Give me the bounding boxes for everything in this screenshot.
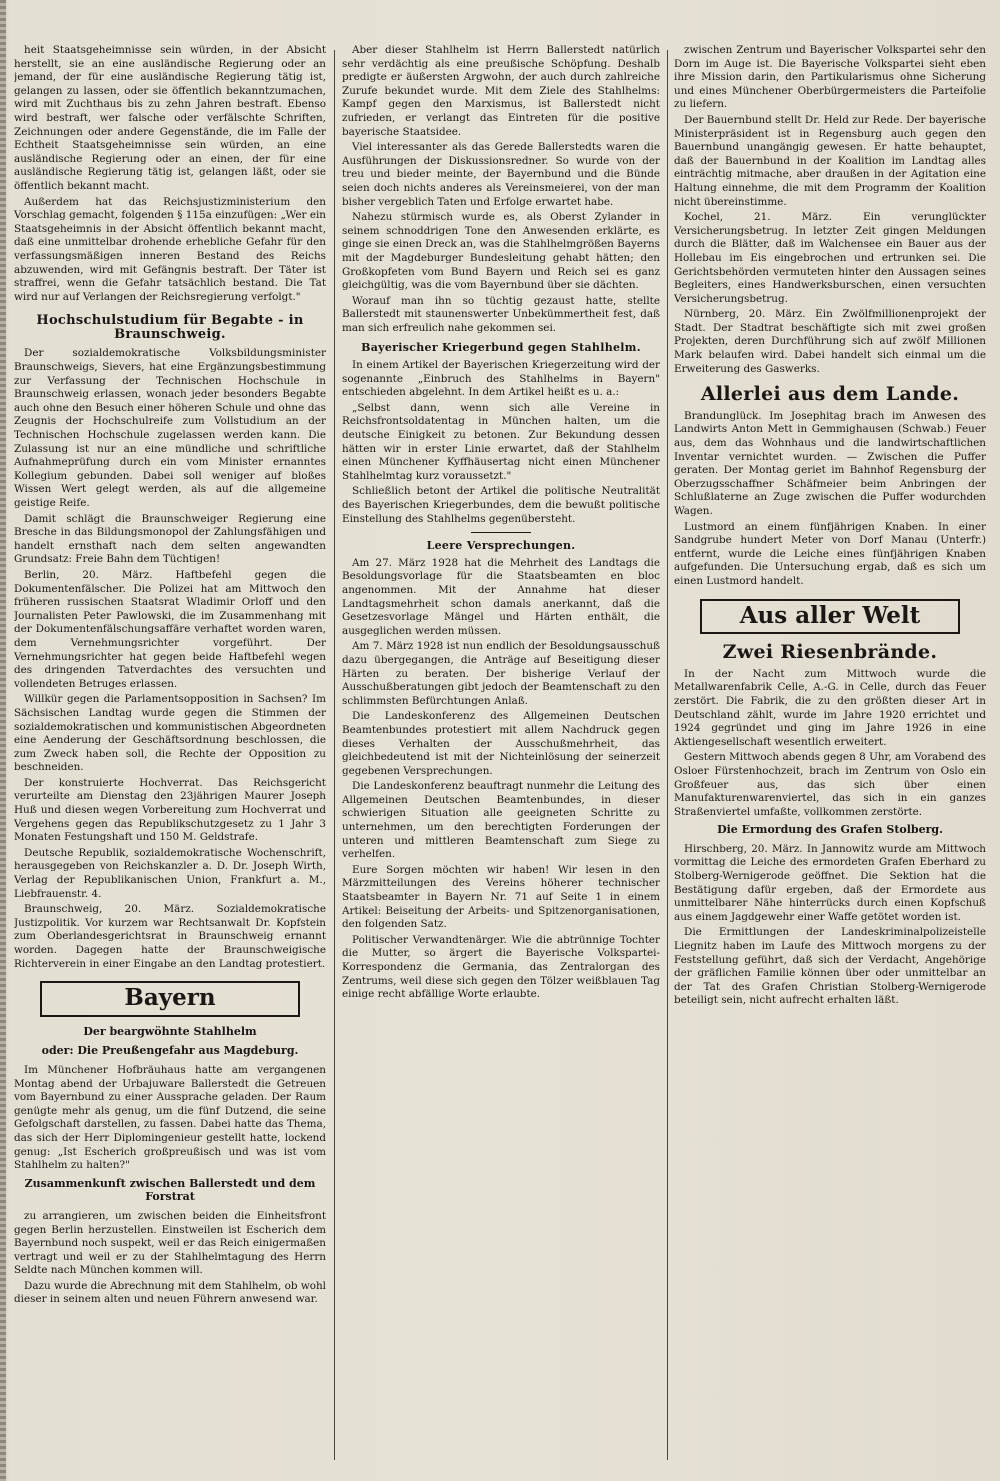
article-text: In der Nacht zum Mittwoch wurde die Metallwarenfabrik Celle, A.-G. in Celle, durch das Feuer zerstört. Die Fabrik, die zu den größten dieser Art in Deutschland zählt, wurde im Jahre 1920 errichtet und 1924 gegründet und ging im Jahre 1926 in eine Aktiengesellschaft wesentlich erweitert.: [674, 667, 986, 748]
article-text: Der sozialdemokratische Volksbildungsminister Braunschweigs, Sievers, hat eine Ergänzungsbestimmung zur Verfassung der Technischen Hochschule in Braunschweig erlassen, wonach jeder besonders Begabte auch ohne den Besuch einer höheren Schule und ohne das Zeugnis der Hochschulreife zum Vollstudium an der Technischen Hochschule zugelassen werden kann. Die Zulassung ist nur an eine mündliche und schriftliche Aufnahmeprüfung durch ein vom Minister ernanntes Kollegium gebunden. Dabei soll weniger auf bloßes Wissen Wert gelegt werden, als auf die allgemeine geistige Reife.: [14, 347, 326, 509]
news-item: Willkür gegen die Parlamentsopposition in Sachsen? Im Sächsischen Landtag wurde gegen die Stimmen der sozialdemokratischen und kommunistischen Abgeordneten eine Aenderung der Geschäftsordnung beschlossen, die zum Zweck haben soll, die Rechte der Opposition zu beschneiden.: [14, 693, 326, 774]
article-text: Worauf man ihn so tüchtig gezaust hatte, stellte Ballerstedt mit staunenswerter Unbekümmertheit fest, daß man sich erfreulich nahe gekommen sei.: [342, 294, 660, 334]
news-item: Eure Sorgen möchten wir haben! Wir lesen in den Märzmitteilungen des Vereins höherer technischer Staatsbeamter in Bayern Nr. 71 auf Seite 1 in einem Artikel: Beiseitung der Arbeits- und Spitzenorganisationen, den folgenden Satz.: [342, 863, 660, 931]
column-middle: [342, 44, 660, 1464]
section-heading-allerlei: Allerlei aus dem Lande.: [700, 383, 960, 406]
article-text: Am 27. März 1928 hat die Mehrheit des Landtags die Besoldungsvorlage für die Staatsbeamten en bloc angenommen. Mit der Annahme hat dieser Landtagsmehrheit schon damals anerkannt, daß die Gesetzesvorlage Mängel und Härten enthält, die ausgeglichen werden müssen.: [342, 556, 660, 637]
news-item: Braunschweig, 20. März. Sozialdemokratische Justizpolitik. Vor kurzem war Rechtsanwalt Dr. Kopfstein zum Oberlandesgerichtsrat in Braunschweig ernannt worden. Dagegen hatte der Braunschweigische Richterverein in einer Eingabe an den Landtag protestiert.: [14, 903, 326, 970]
article-text: In einem Artikel der Bayerischen Kriegerzeitung wird der sogenannte „Einbruch des Stahlhelms in Bayern" entschieden abgelehnt. In dem Artikel heißt es u. a.:: [342, 359, 660, 399]
news-item: Nürnberg, 20. März. Ein Zwölfmillionenprojekt der Stadt. Der Stadtrat beschäftigte sich mit zwei großen Projekten, deren Durchführung sich auf zwölf Millionen Mark belaufen wird. Dabei handelt sich einmal um die Erweiterung des Gaswerks.: [674, 308, 986, 375]
article-text: Am 7. März 1928 ist nun endlich der Besoldungsausschuß dazu übergegangen, die Anträge auf Beseitigung dieser Härten zu beraten. Der bisherige Verlauf der Ausschußberatungen gibt jedoch der Beamtenschaft zu den schlimmsten Befürchtungen Anlaß.: [342, 640, 660, 707]
column-rule-right: [667, 50, 668, 1460]
article-text: Die Landeskonferenz des Allgemeinen Deutschen Beamtenbundes protestiert mit allem Nachdruck gegen dieses Verhalten der Ausschußmehrheit, das gleichbedeutend ist mit der Nichteinlösung der seinerzeit gegebenen Versprechungen.: [342, 710, 660, 777]
article-text: Gestern Mittwoch abends gegen 8 Uhr, am Vorabend des Osloer Fürstenhochzeit, brach im Zentrum von Oslo ein Großfeuer aus, das sich über einen Manufakturenwarenviertel, das sich in ein ganzes Straßenviertel umfaßte, vollkommen zerstörte.: [674, 751, 986, 818]
article-title-stolberg: Die Ermordung des Grafen Stolberg.: [717, 823, 943, 837]
article-text: Dazu wurde die Abrechnung mit dem Stahlhelm, ob wohl dieser in seinem alten und neuen Führern anwesend war.: [14, 1279, 326, 1306]
article-title-riesenbraende: Zwei Riesenbrände.: [722, 641, 938, 664]
article-text: heit Staatsgeheimnisse sein würden, in der Absicht herstellt, sie an eine ausländische Regierung oder an jemand, der für eine ausländische Regierung tätig ist, gelangen zu lassen, oder sie öffentlich bekanntzumachen, wird mit Zuchthaus bis zu zehn Jahren bestraft. Ebenso wird bestraft, wer falsche oder verfälschte Schriften, Zeichnungen oder andere Gegenstände, die im Falle der Echtheit Staatsgeheimnisse sein würden, an eine ausländische Regierung oder an einen, der für eine ausländische Regierung tätig ist, gelangen läßt, oder sie öffentlich bekannt macht.: [14, 44, 326, 192]
news-item: Deutsche Republik, sozialdemokratische Wochenschrift, herausgegeben von Reichskanzler a. D. Dr. Joseph Wirth, Verlag der Republikanischen Union, Frankfurt a. M., Liebfrauenstr. 4.: [14, 846, 326, 900]
article-text: Viel interessanter als das Gerede Ballerstedts waren die Ausführungen der Diskussionsredner. So wurde von der treu und bieder meinte, der Bayernbund und die Bünde seien doch nichts anderes als Vereinsmeierei, von der man bisher vergeblich Taten und Erfolge erwartet habe.: [342, 141, 660, 208]
article-text: Damit schlägt die Braunschweiger Regierung eine Bresche in das Bildungsmonopol der Zahlungsfähigen und handelt ernsthaft nach dem selten angewandten Grundsatz: Freie Bahn dem Tüchtigen!: [14, 512, 326, 566]
article-text: Hirschberg, 20. März. In Jannowitz wurde am Mittwoch vormittag die Leiche des ermordeten Grafen Eberhard zu Stolberg-Wernigerode geöffnet. Die Sektion hat die Bestätigung dafür ergeben, daß der Ermordete aus unmittelbarer Nähe hinterrücks durch einen Kopfschuß aus einem Jagdgewehr einer Waffe getötet worden ist.: [674, 842, 986, 923]
section-box-bayern: Bayern: [40, 981, 300, 1017]
article-text: Schließlich betont der Artikel die politische Neutralität des Bayerischen Kriegerbundes, dem die bewußt politische Einstellung des Stahlhelms gegenübersteht.: [342, 485, 660, 525]
section-heading-hochschulstudium: Hochschulstudium für Begabte - in Braunschweig.: [36, 313, 304, 342]
column-rule-left: [334, 50, 335, 1460]
section-heading-leere-versprechungen: Leere Versprechungen.: [426, 539, 576, 553]
section-heading-kriegerbund: Bayerischer Kriegerbund gegen Stahlhelm.: [361, 341, 641, 355]
news-item: Berlin, 20. März. Haftbefehl gegen die Dokumentenfälscher. Die Polizei hat am Mittwoch den früheren russischen Staatsrat Wladimir Orloff und den Journalisten Peter Pawlowski, die im Zusammenhang mit der Dokumentenfälschungsaffäre verhaftet worden waren, dem Vernehmungsrichter vorgeführt. Der Vernehmungsrichter hat gegen beide Haftbefehl wegen des dringenden Tatverdachtes des versuchten und vollendeten Betruges erlassen.: [14, 568, 326, 690]
article-subtitle-preussengefahr: oder: Die Preußengefahr aus Magdeburg.: [41, 1044, 299, 1058]
news-item: Der Bauernbund stellt Dr. Held zur Rede. Der bayerische Ministerpräsident ist in Regensburg auch gegen den Bauernbund unangängig gewesen. Er hatte behauptet, daß der Bauernbund in der Koalition im Landtag alles einträchtig mitmache, aber draußen in der Agitation eine Haltung einnehme, die mit dem Programm der Koalition nicht übereinstimme.: [674, 113, 986, 208]
news-item: Kochel, 21. März. Ein verunglückter Versicherungsbetrug. In letzter Zeit gingen Meldungen durch die Blätter, daß im Walchensee ein Bauer aus der Hollebau im Eis eingebrochen und ertrunken sei. Die Gerichtsbehörden vermuteten hinter den Aussagen seines Begleiters, eines Handwerksburschen, einen versuchten Versicherungsbetrug.: [674, 211, 986, 305]
section-box-aus-aller-welt: Aus aller Welt: [700, 599, 960, 635]
page-binding-edge: [0, 0, 6, 1481]
article-text: Aber dieser Stahlhelm ist Herrn Ballerstedt natürlich sehr verdächtig als eine preußische Schöpfung. Deshalb predigte er äußersten Argwohn, der auch durch zahlreiche Zurufe bekundet wurde. Mit dem Ziele des Stahlhelms: Kampf gegen den Marxismus, ist Ballerstedt nicht zufrieden, er verlangt das Eintreten für die positive bayerische Staatsidee.: [342, 44, 660, 138]
news-item: Politischer Verwandtenärger. Wie die abtrünnige Tochter die Mutter, so ärgert die Bayerische Volkspartei-Korrespondenz die Germania, das Zentralorgan des Zentrums, weil diese sich gegen den Tölzer weißblauen Tag einige recht abfällige Worte erlaubte.: [342, 933, 660, 1001]
article-text: Die Ermittlungen der Landeskriminalpolizeistelle Liegnitz haben im Laufe des Mittwoch morgens zu der Feststellung geführt, daß sich der Verdacht, Angehörige der gräflichen Familie können über oder unmittelbar an der Tat des Grafen Christian Stolberg-Wernigerode beteiligt sein, nicht aufrecht erhalten läßt.: [674, 926, 986, 1007]
article-text: Nahezu stürmisch wurde es, als Oberst Zylander in seinem schnoddrigen Tone den Anwesenden erklärte, es ginge sie einen Dreck an, was die Stahlhelmgrößen Bayerns mit der Magdeburger Bundesleitung gehabt hätten; den Großkopfeten vom Bund Bayern und Reich sei es ganz gleichgültig, was die vom Bayernbund über sie dächten.: [342, 211, 660, 292]
article-text: Außerdem hat das Reichsjustizministerium den Vorschlag gemacht, folgenden § 115a einzufügen: „Wer ein Staatsgeheimnis in der Absicht öffentlich bekannt macht, daß eine unmittelbar drohende erhebliche Gefahr für den verfassungsmäßigen inneren Bestand des Reichs abzuwenden, wird mit Gefängnis bestraft. Der Täter ist straffrei, wenn die Gefahr tatsächlich bestand. Die Tat wird nur auf Verlangen der Reichsregierung verfolgt.": [14, 195, 326, 303]
news-item: Lustmord an einem fünfjährigen Knaben. In einer Sandgrube hundert Meter von Dorf Manau (Unterfr.) entfernt, wurde die Leiche eines fünfjährigen Knaben aufgefunden. Die Untersuchung ergab, daß es sich um einen Lustmord handelt.: [674, 520, 986, 587]
article-subheading-zusammenkunft: Zusammenkunft zwischen Ballerstedt und dem Forstrat: [24, 1176, 316, 1204]
column-right: [674, 44, 986, 1464]
article-text: „Selbst dann, wenn sich alle Vereine in Reichsfrontsoldatentag in München halten, um die deutsche Einigkeit zu betonen. Zur Bekundung dessen hätten wir in erster Linie erwartet, daß der Stahlhelm einen Münchener Kyffhäusertag nicht einen Münchener Stahlhelmtag kurz voraussetzt.": [342, 401, 660, 482]
article-text: zwischen Zentrum und Bayerischer Volkspartei sehr den Dorn im Auge ist. Die Bayerische Volkspartei sieht eben ihre Mission darin, den Partikularismus ohne Sicherung und eines Münchener Oberbürgermeisters die Parteifolie zu liefern.: [674, 44, 986, 111]
news-item: Der konstruierte Hochverrat. Das Reichsgericht verurteilte am Dienstag den 23jährigen Maurer Joseph Huß und diesen wegen Vorbereitung zum Hochverrat und Vergehens gegen das Republikschutzgesetz zu 1 Jahr 3 Monaten Festungshaft und 150 M. Geldstrafe.: [14, 776, 326, 844]
article-text: Im Münchener Hofbräuhaus hatte am vergangenen Montag abend der Urbajuware Ballerstedt die Getreuen vom Bayernbund zu einer Aussprache geladen. Der Raum genügte mehr als genug, um die fünf Dutzend, die seine Gefolgschaft darstellen, zu fassen. Dabei hatte das Thema, das sich der Herr Diplomingenieur gestellt hatte, lockend genug: „Ist Escherich großpreußisch und was ist vom Stahlhelm zu halten?": [14, 1063, 326, 1172]
article-text: zu arrangieren, um zwischen beiden die Einheitsfront gegen Berlin herzustellen. Einstweilen ist Escherich dem Bayernbund noch suspekt, weil er das Reich einigermaßen vertragt und weil er zu der Stahlhelmtagung des Herrn Seldte nach München kommen will.: [14, 1209, 326, 1277]
article-text: Die Landeskonferenz beauftragt nunmehr die Leitung des Allgemeinen Deutschen Beamtenbundes, in dieser schwierigen Situation alle geeigneten Schritte zu unternehmen, um den berechtigten Forderungen der unteren und mittleren Beamtenschaft zum Siege zu verhelfen.: [342, 780, 660, 861]
section-divider: [471, 532, 531, 533]
column-left: [14, 44, 326, 1464]
news-item: Brandunglück. Im Josephitag brach im Anwesen des Landwirts Anton Mett in Gemmighausen (Schwab.) Feuer aus, dem das Wohnhaus und die landwirtschaftlichen Inventar vernichtet wurden. — Zwischen die Puffer geraten. Der Montag geriet im Bahnhof Regensburg der Oberzugsschaffner Schäfmeier beim Anbringen der Schlußlaterne an Zuge zwischen die Puffer wodurchden Wagen.: [674, 409, 986, 517]
article-title-stahlhelm: Der beargwöhnte Stahlhelm: [83, 1024, 257, 1038]
